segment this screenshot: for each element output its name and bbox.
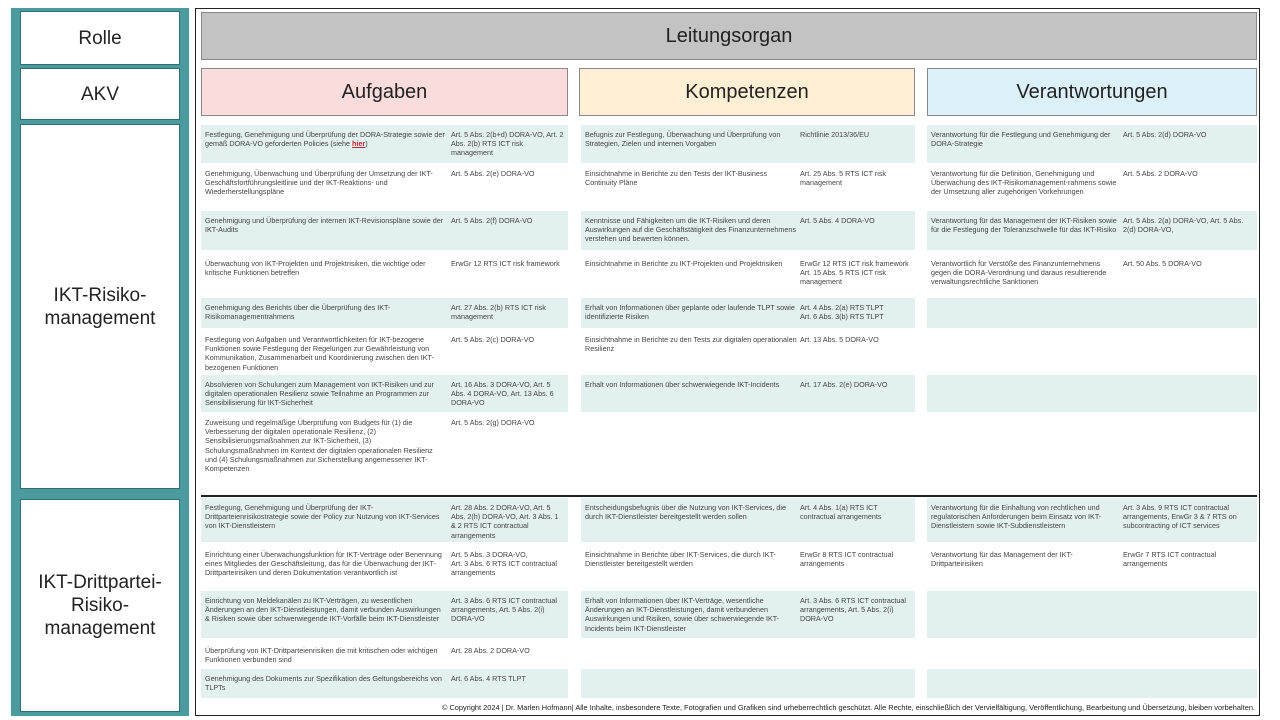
aufgabe-cell-text: Einrichtung von Meldekanälen zu IKT-Verträgen, zu wesentlichen Änderungen an den IKT-Dienstleistungen, damit verbunden Auswirkungen & Risiken sowie über schwerwiegende IKT-Vorfälle beim IKT-Dienstleister xyxy=(205,596,441,624)
matrix-row xyxy=(196,641,1261,667)
kompetenz-cell-reference: Art. 4 Abs. 1(a) RTS ICT contractual arrangements xyxy=(800,503,882,522)
aufgabe-cell-reference: ErwGr 12 RTS ICT risk framework xyxy=(451,259,560,268)
responsibility-matrix xyxy=(195,8,1260,716)
aufgabe-cell-text: Überprüfung von IKT-Drittparteienrisiken die mit kritischen oder wichtigen Funktionen verbunden sind xyxy=(205,646,438,665)
kompetenz-cell-text: Entscheidungsbefugnis über die Nutzung von IKT-Services, die durch IKT-Dienstleister bereitgestellt werden sollen xyxy=(585,503,786,522)
aufgabe-cell xyxy=(201,254,568,296)
kompetenz-cell-text: Einsichtnahme in Berichte zu den Tests zur digitalen operationalen Resilienz xyxy=(585,335,797,354)
matrix-row xyxy=(196,375,1261,412)
aufgabe-cell xyxy=(201,669,568,698)
aufgabe-cell xyxy=(201,591,568,638)
kompetenz-cell-text: Kenntnisse und Fähigkeiten um die IKT-Risiken und deren Auswirkungen auf die Geschäftstätigkeit des Finanzunternehmens verstehen und bewerten können. xyxy=(585,216,796,244)
aufgabe-cell-reference: Art. 5 Abs. 2(e) DORA-VO xyxy=(451,169,535,178)
verantwortung-cell-text: Verantwortung für das Management der IKT-Risiken sowie für die Festlegung der Toleranzschwelle für das IKT-Risiko xyxy=(931,216,1117,235)
aufgabe-text-part: Festlegung, Genehmigung und Überprüfung der DORA-Strategie sowie der gemäß DORA-VO geforderten Policies (siehe xyxy=(205,130,445,149)
kompetenz-cell-reference: Art. 13 Abs. 5 DORA-VO xyxy=(800,335,879,344)
verantwortungen-header: Verantwortungen xyxy=(927,68,1257,116)
aufgabe-text-part: ) xyxy=(365,139,368,149)
aufgabe-cell xyxy=(201,413,568,489)
verantwortung-cell-reference: Art. 5 Abs. 2(a) DORA-VO, Art. 5 Abs. 2(d) DORA-VO, xyxy=(1123,216,1244,235)
matrix-row xyxy=(196,669,1261,698)
aufgabe-cell-reference: Art. 3 Abs. 6 RTS ICT contractual arrangements, Art. 5 Abs. 2(i) DORA-VO xyxy=(451,596,557,624)
kompetenz-cell xyxy=(581,641,915,667)
aufgabe-cell-text: Festlegung von Aufgaben und Verantwortlichkeiten für IKT-bezogene Funktionen sowie Festlegung der Regelungen zur Gewährleistung von Kommunikation, Zusammenarbeit und Koordinierung zwischen den IKT-bezogenen Funktionen xyxy=(205,335,434,372)
kompetenz-cell-reference: Richtlinie 2013/36/EU xyxy=(800,130,870,139)
aufgabe-cell xyxy=(201,330,568,373)
aufgabe-cell-text: Genehmigung und Überprüfung der internen IKT-Revisionspläne sowie der IKT-Audits xyxy=(205,216,444,235)
verantwortung-cell xyxy=(927,330,1257,373)
rolle-label: Rolle xyxy=(20,11,180,65)
verantwortung-cell-text: Verantwortung für die Festlegung und Genehmigung der DORA-Strategie xyxy=(931,130,1111,149)
aufgabe-cell xyxy=(201,164,568,210)
kompetenz-cell xyxy=(581,330,915,373)
matrix-row xyxy=(196,545,1261,589)
kompetenzen-header: Kompetenzen xyxy=(579,68,915,116)
kompetenz-cell xyxy=(581,545,915,589)
aufgabe-cell xyxy=(201,125,568,163)
kompetenz-cell-reference: Art. 5 Abs. 4 DORA-VO xyxy=(800,216,875,225)
kompetenz-cell-reference: Art. 25 Abs. 5 RTS ICT risk management xyxy=(800,169,887,188)
kompetenz-cell xyxy=(581,591,915,638)
kompetenz-cell xyxy=(581,669,915,698)
role-column xyxy=(11,8,189,716)
kompetenz-cell xyxy=(581,413,915,489)
kompetenz-cell xyxy=(581,298,915,328)
matrix-row xyxy=(196,413,1261,489)
aufgabe-cell-text: Überwachung von IKT-Projekten und Projektrisiken, die wichtige oder kritische Funktionen betreffen xyxy=(205,259,426,278)
aufgabe-cell-reference: Art. 5 Abs. 2(b+d) DORA-VO, Art. 2 Abs. 2(b) RTS ICT risk management xyxy=(451,130,564,158)
copyright-footer: © Copyright 2024 | Dr. Marlen Hofmann| Alle Inhalte, insbesondere Texte, Fotografien und Grafiken sind urheberrechtlich geschützt. Alle Rechte, einschließlich der Vervielfältigung, Veröffentlichung, Bearbeitung und Übersetzung, bleiben vorbehalten. xyxy=(441,703,1255,712)
aufgabe-cell xyxy=(201,211,568,250)
verantwortung-cell-reference: Art. 50 Abs. 5 DORA-VO xyxy=(1123,259,1202,268)
kompetenz-cell xyxy=(581,498,915,542)
matrix-row xyxy=(196,298,1261,328)
kompetenz-cell xyxy=(581,375,915,412)
leitungsorgan-header: Leitungsorgan xyxy=(201,12,1257,60)
aufgabe-cell-text: Festlegung, Genehmigung und Überprüfung der IKT-Drittparteienrisikostrategie sowie der Policy zur Nutzung von IKT-Services von IKT-Dienstleistern xyxy=(205,503,440,531)
aufgabe-cell-reference: Art. 28 Abs. 2 DORA-VO xyxy=(451,646,530,655)
kompetenz-cell xyxy=(581,211,915,250)
aufgabe-cell-text: Absolvieren von Schulungen zum Management von IKT-Risiken und zur digitalen operationalen Resilienz sowie Teilnahme an Programmen zur Sensibilisierung für IKT-Sicherheit xyxy=(205,380,434,408)
aufgabe-cell-text: Zuweisung und regelmäßige Überprüfung von Budgets für (1) die Verbesserung der digitalen operationale Resilienz, (2) Sensibilisierungsmaßnahmen zur IKT-Sicherheit, (3) Schulungsmaßnahmen im Kontext der digitalen operationalen Resilienz und (4) Schulungsmaßnahmen zur Sicherstellung angemessener IKT-Kompetenzen xyxy=(205,418,433,474)
verantwortung-cell-reference: Art. 5 Abs. 2(d) DORA-VO xyxy=(1123,130,1207,139)
verantwortung-cell xyxy=(927,591,1257,638)
aufgabe-cell xyxy=(201,298,568,328)
akv-label: AKV xyxy=(20,68,180,120)
matrix-row xyxy=(196,330,1261,373)
kompetenz-cell-reference: Art. 17 Abs. 2(e) DORA-VO xyxy=(800,380,888,389)
ikt-drittpartei-risikomanagement-label: IKT-Drittpartei- Risiko- management xyxy=(20,499,180,712)
verantwortung-cell xyxy=(927,545,1257,589)
aufgabe-cell-reference: Art. 5 Abs. 2(f) DORA-VO xyxy=(451,216,533,225)
verantwortung-cell xyxy=(927,375,1257,412)
aufgabe-cell xyxy=(201,641,568,667)
verantwortung-cell-text: Verantwortung für die Einhaltung von rechtlichen und regulatorischen Anforderungen beim Einsatz von IKT-Dienstleistern sowie IKT-Subdienstleistern xyxy=(931,503,1102,531)
kompetenz-cell-text: Erhalt von Informationen über schwerwiegende IKT-Incidents xyxy=(585,380,780,389)
verantwortung-cell-reference: Art. 5 Abs. 2 DORA-VO xyxy=(1123,169,1198,178)
aufgabe-cell xyxy=(201,498,568,542)
kompetenz-cell-text: Einsichtnahme in Berichte zu den Tests der IKT-Business Continuity Pläne xyxy=(585,169,768,188)
verantwortung-cell xyxy=(927,641,1257,667)
matrix-row xyxy=(196,125,1261,163)
verantwortung-cell xyxy=(927,164,1257,210)
kompetenz-cell xyxy=(581,164,915,210)
aufgabe-cell xyxy=(201,545,568,589)
aufgabe-cell-reference: Art. 5 Abs. 3 DORA-VO, Art. 3 Abs. 6 RTS ICT contractual arrangements xyxy=(451,550,557,578)
verantwortung-cell xyxy=(927,298,1257,328)
kompetenz-cell-reference: ErwGr 12 RTS ICT risk framework Art. 15 Abs. 5 RTS ICT risk management xyxy=(800,259,909,287)
verantwortung-cell xyxy=(927,413,1257,489)
kompetenz-cell xyxy=(581,125,915,163)
aufgabe-cell-text: Genehmigung des Berichts über die Überprüfung des IKT-Risikomanagementrahmens xyxy=(205,303,391,322)
verantwortung-cell xyxy=(927,498,1257,542)
kompetenz-cell-text: Erhalt von Informationen über geplante oder laufende TLPT sowie identifizierte Risiken xyxy=(585,303,795,322)
kompetenz-cell-text: Befugnis zur Festlegung, Überwachung und Überprüfung von Strategien, Zielen und internen Vorgaben xyxy=(585,130,781,149)
kompetenz-cell xyxy=(581,254,915,296)
aufgabe-cell xyxy=(201,375,568,412)
aufgabe-cell-reference: Art. 5 Abs. 2(c) DORA-VO xyxy=(451,335,535,344)
aufgabe-cell-text xyxy=(205,130,445,148)
aufgabe-cell-text: Genehmigung des Dokuments zur Spezifikation des Geltungsbereichs von TLPTs xyxy=(205,674,442,693)
aufgabe-cell-reference: Art. 6 Abs. 4 RTS TLPT xyxy=(451,674,526,683)
kompetenz-cell-reference: ErwGr 8 RTS ICT contractual arrangements xyxy=(800,550,894,569)
verantwortung-cell-reference: Art. 3 Abs. 9 RTS ICT contractual arrangements, ErwGr 3 & 7 RTS on subcontracting of ICT services xyxy=(1123,503,1237,531)
matrix-row xyxy=(196,211,1261,250)
matrix-row xyxy=(196,591,1261,638)
matrix-row xyxy=(196,164,1261,210)
matrix-row xyxy=(196,254,1261,296)
kompetenz-cell-text: Einsichtnahme in Berichte über IKT-Services, die durch IKT-Dienstleister bereitgestellt werden xyxy=(585,550,776,569)
verantwortung-cell-text: Verantwortung für das Management der IKT-Drittparteirisiken xyxy=(931,550,1073,569)
aufgabe-cell-text: Genehmigung, Überwachung und Überprüfung der Umsetzung der IKT-Geschäftsfortführungsleitlinie und der IKT-Reaktions- und Wiederherstellungspläne xyxy=(205,169,433,197)
aufgabe-cell-text: Einrichtung einer Überwachungsfunktion für IKT-Verträge oder Benennung eines Mitgliedes der Geschäftsleitung, das für die Überwachung der IKT-Drittparteirisiken und deren Dokumentation verantwortlich ist xyxy=(205,550,442,578)
verantwortung-cell xyxy=(927,211,1257,250)
ikt-risikomanagement-label: IKT-Risiko- management xyxy=(20,124,180,489)
verantwortung-cell-reference: ErwGr 7 RTS ICT contractual arrangements xyxy=(1123,550,1217,569)
verantwortung-cell xyxy=(927,254,1257,296)
aufgaben-header: Aufgaben xyxy=(201,68,568,116)
policies-link[interactable]: hier xyxy=(352,139,366,149)
verantwortung-cell xyxy=(927,125,1257,163)
aufgabe-cell-reference: Art. 5 Abs. 2(g) DORA-VO xyxy=(451,418,535,427)
kompetenz-cell-text: Einsichtnahme in Berichte zu IKT-Projekten und Projektrisiken xyxy=(585,259,783,268)
verantwortung-cell-text: Verantwortung für die Definition, Genehmigung und Überwachung des IKT-Risikomanagement-rahmens sowie der Umsetzung aller zugehörigen Vorkehrungen xyxy=(931,169,1117,197)
matrix-row xyxy=(196,498,1261,542)
section-divider xyxy=(201,495,1257,497)
kompetenz-cell-reference: Art. 3 Abs. 6 RTS ICT contractual arrangements, Art. 5 Abs. 2(i) DORA-VO xyxy=(800,596,906,624)
aufgabe-cell-reference: Art. 27 Abs. 2(b) RTS ICT risk management xyxy=(451,303,546,322)
kompetenz-cell-reference: Art. 4 Abs. 2(a) RTS TLPT Art. 6 Abs. 3(b) RTS TLPT xyxy=(800,303,884,322)
aufgabe-cell-reference: Art. 16 Abs. 3 DORA-VO, Art. 5 Abs. 4 DORA-VO, Art. 13 Abs. 6 DORA-VO xyxy=(451,380,554,408)
aufgabe-cell-reference: Art. 28 Abs. 2 DORA-VO, Art. 5 Abs. 2(h) DORA-VO, Art. 3 Abs. 1 & 2 RTS ICT contractual arrangements xyxy=(451,503,559,540)
kompetenz-cell-text: Erhalt von Informationen über IKT-Verträge, wesentliche Änderungen an IKT-Dienstleistungen, damit verbundenen Auswirkungen und Risiken, sowie über schwerwiegende IKT-Incidents beim IKT-Dienstleister xyxy=(585,596,780,633)
verantwortung-cell-text: Verantwortlich für Verstöße des Finanzunternehmens gegen die DORA-Verordnung und daraus resultierende verwaltungsrechtliche Sanktionen xyxy=(931,259,1107,287)
verantwortung-cell xyxy=(927,669,1257,698)
